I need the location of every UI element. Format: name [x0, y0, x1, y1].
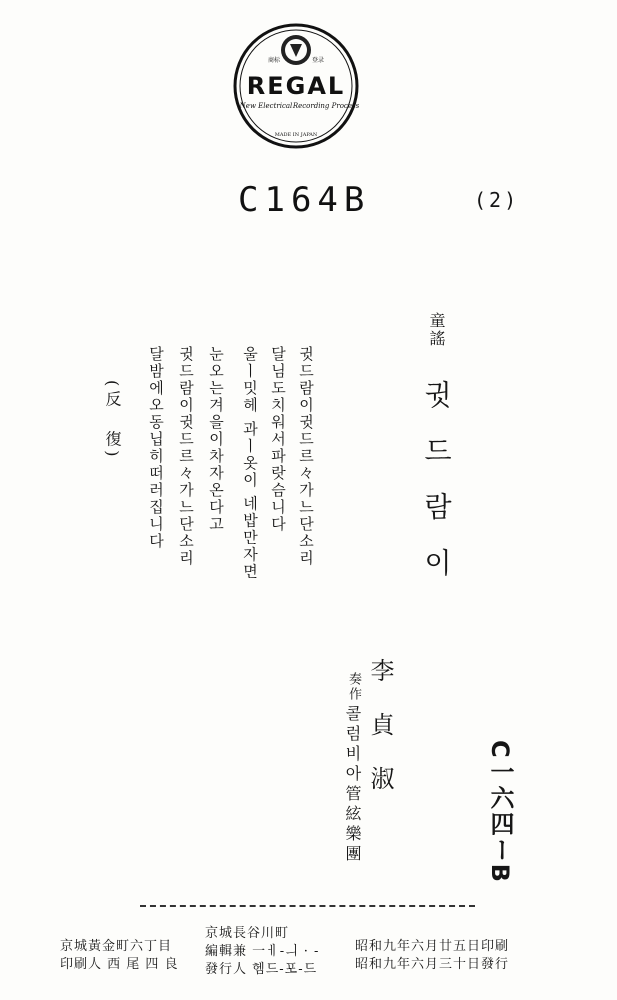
footer-divider	[140, 905, 475, 907]
footer-center-line-1: 京城長谷川町	[205, 926, 290, 941]
catalog-code: C一六四ーB	[486, 740, 514, 884]
record-number: C164B	[238, 180, 371, 220]
lyric-line-1: 귓드람이귓드르々가느단소리	[297, 346, 315, 567]
logo-small-right: 登录	[311, 57, 325, 64]
performer-role: 奏作	[346, 672, 361, 702]
refrain-mark: (反 復)	[103, 380, 122, 461]
logo-small-left: 商标	[267, 57, 281, 64]
singer-name: 李貞淑	[366, 658, 394, 820]
footer-right-line-2: 昭和九年六月三十日發行	[355, 957, 510, 972]
logo-left-text: New Electrical	[239, 102, 293, 110]
footer-center-line-2: 編輯兼 一ㅔ-ㅢ · -	[205, 944, 320, 959]
song-title: 귓드람이	[420, 380, 453, 604]
lyric-line-6: 달밤에오동닙히떠러집니다	[147, 346, 165, 550]
lyric-line-4: 눈오는겨을이차자온다고	[207, 346, 225, 533]
lyric-line-2: 달님도치워서파랏슴니다	[269, 346, 287, 533]
logo-bottom-text: MADE IN JAPAN	[274, 132, 318, 138]
logo-right-text: Recording Process	[292, 102, 360, 110]
logo-brand: REGAL	[246, 72, 346, 100]
footer-right-line-1: 昭和九年六月廿五日印刷	[355, 939, 510, 954]
orchestra-name: 콜럼비아管絃樂團	[343, 705, 362, 865]
footer-left-line-2: 印刷人 西 尾 四 良	[60, 957, 179, 972]
regal-logo	[232, 22, 360, 150]
lyric-line-5: 귓드람이귓드르々가느단소리	[177, 346, 195, 567]
side-number: (2)	[474, 188, 520, 212]
lyric-line-3: 울ㅣ밋헤 과ㅣ옷이 네밥만자면	[241, 346, 259, 581]
song-genre: 童謠	[427, 312, 446, 348]
footer-left-line-1: 京城黃金町六丁目	[60, 939, 173, 954]
footer-center-line-3: 發行人 헴드-포-드	[205, 962, 318, 977]
